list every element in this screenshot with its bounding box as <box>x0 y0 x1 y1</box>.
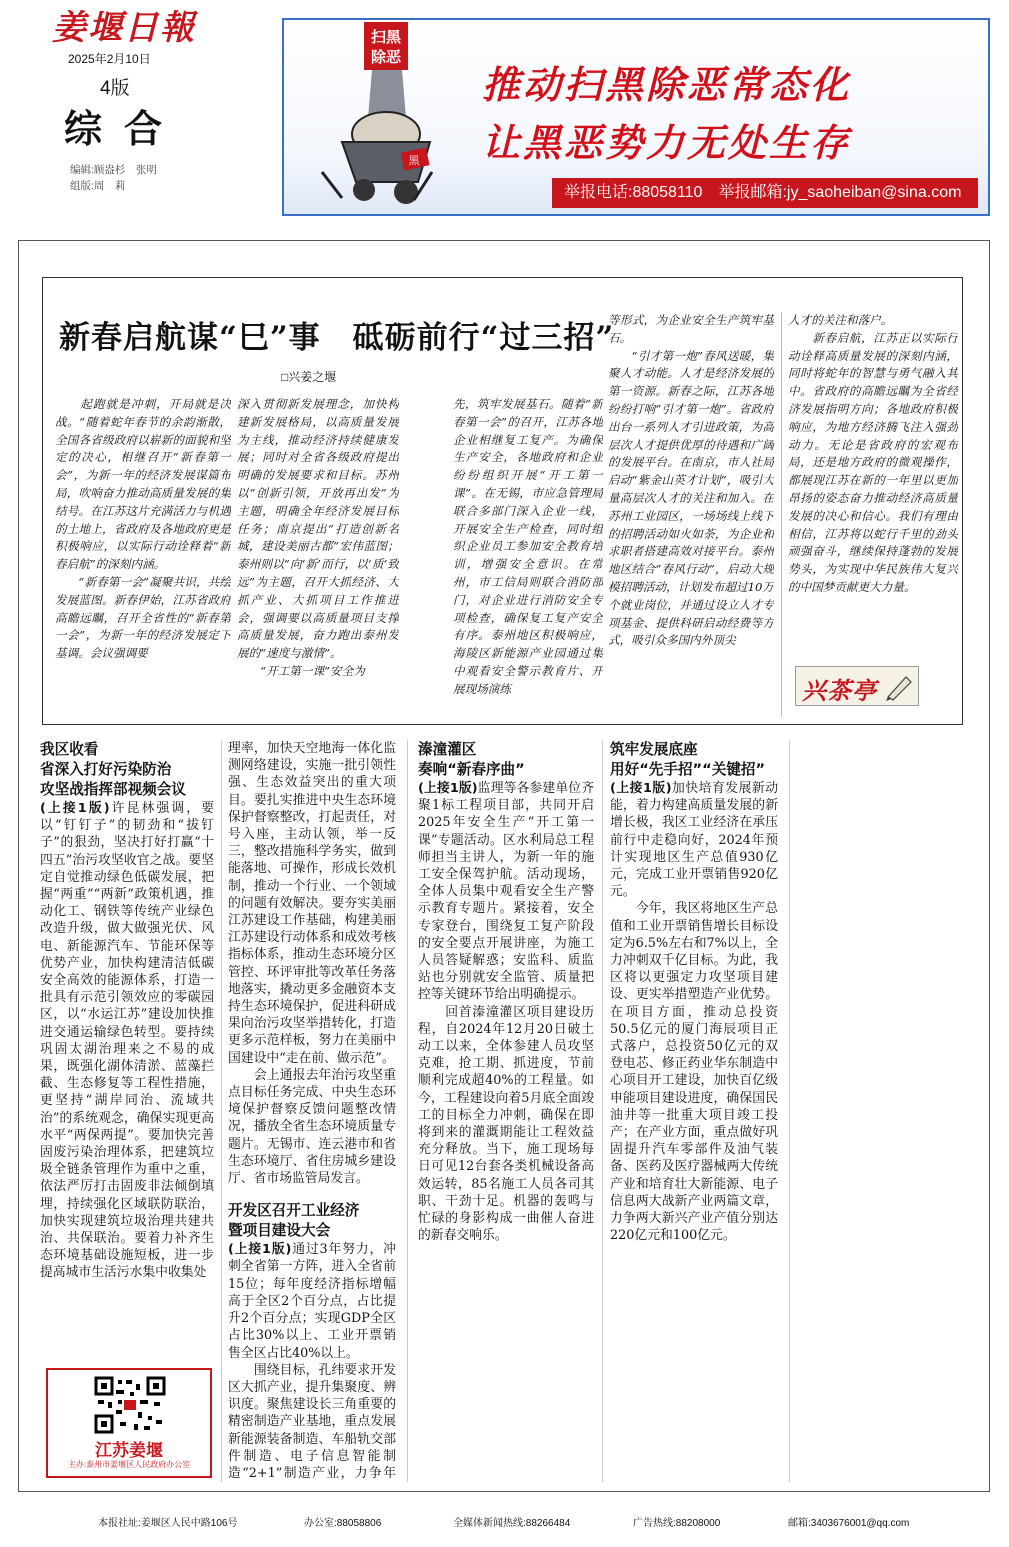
article-headline: 开发区召开工业经济 暨项目建设大会 <box>228 1202 360 1240</box>
article-text: 许昆林强调，要以“钉钉子”的韧劲和“拔钉子”的狠劲，坚决打好打赢“十四五”治污攻坚收官之战。要坚定自觉推动绿色低碳发展，把握“两重”“两新”政策机遇，推动化工、钢铁等传统产业绿色改造升级，做大做强光伏、风电、新能源汽车、节能环保等优势产业，加快构建清洁低碳安全高效的能源体系，打造一批具有示范引领效应的零碳园区，以“水运江苏”建设加快推进交通运输绿色转型。要持续巩固太湖治理来之不易的成果，既强化湖体清淤、蓝藻拦截、生态修复等工程性措施，更坚持“湖岸同治、流域共治”的系统观念，确保实现更高水平“两保两提”。要加快完善固废污染治理体系，把建筑垃圾全链条管理作为重中之重，依法严厉打击固废非法倾倒填埋，持续强化区域联防联治，加快实现建筑垃圾治理共建共治、共保联治。要着力补齐生态环境基础设施短板，进一步提高城市生活污水集中收集处 <box>40 801 214 1281</box>
news-column <box>610 740 778 1482</box>
article-body <box>228 1241 396 1482</box>
column-logo-text: 兴茶亭 <box>802 676 877 705</box>
continued-from-label: (上接1版) <box>610 781 672 796</box>
layout-line: 组版:周 莉 <box>70 180 126 192</box>
news-column <box>228 740 396 1482</box>
badge-text-top: 扫黑 <box>370 28 402 46</box>
footer-email: 邮箱:3403676001@qq.com <box>788 1518 910 1529</box>
footer-address: 本报社址:姜堰区人民中路106号 <box>98 1518 238 1529</box>
article-text: 理率，加快天空地海一体化监测网络建设，实施一批引领性强、生态效益突出的重大项目。要扎实推进中央生态环境保护督察整改，打起责任，对号入座，主动认领，举一反三，整改措施科学务实，做到能落地、可操作，形成长效机制，推动一个行业、一个领域的问题有效解决。要夯实美丽江苏建设工作基础，构建美丽江苏建设行动体系和成效考核指标体系，推动生态环境分区管控、环评审批等改革任务落地落实，撬动更多金融资本支持生态环境保护，促进科研成果向治污攻坚举措转化，打造更多示范样板，努力在美丽中国建设中“走在前、做示范”。 会上通报去年治污攻坚重点目标任务完成、中央生态环境保护督察反馈问题整改情况，播放全省生态环境质量专题片。无锡市、连云港市和省生态环境厅、省住房城乡建设厅、省市场监管局发言。 <box>228 741 396 1187</box>
article-headline: 筑牢发展底座 用好“先手招”“关键招” <box>610 741 766 778</box>
edition-number: 4版 <box>100 78 130 99</box>
news-column <box>40 740 214 1358</box>
column-divider <box>602 740 603 1482</box>
wechat-qr-box <box>46 1368 212 1478</box>
banner-slogan-2: 让黑恶势力无处生存 <box>482 120 852 165</box>
column-logo <box>795 666 919 706</box>
footer-hotline: 全媒体新闻热线:88266484 <box>453 1518 571 1529</box>
footer-ad-line: 广告热线:88208000 <box>633 1518 721 1529</box>
article-body <box>418 780 594 1244</box>
lead-article <box>42 277 963 725</box>
report-contact: 举报电话:88058110 举报邮箱:jy_saoheiban@sina.com <box>552 178 978 208</box>
lead-column: 先，筑牢发展基石。随着“新春第一会”的召开，江苏各地企业相继复工复产。为确保生产安全，各地政府和企业纷纷组织开展“开工第一课”。在无锡，市应急管理局联合多部门深入企业一线，开展安全生产检查，同时组织企业员工参加安全教育培训，增强安全意识。在常州，市工信局则联合消防部门，对企业进行消防安全专项检查，确保复工复产安全有序。泰州地区积极响应，海陵区新能源产业园通过集中观看安全警示教育片、开展现场演练 <box>453 397 603 696</box>
black-label: 黑 <box>408 154 420 167</box>
lead-column: 起跑就是冲刺，开局就是决战。“随着蛇年春节的余韵渐散，全国各省级政府以崭新的面貌和坚定的决心，相继召开“新春第一会”，为新一年的经济发展谋篇布局，吹响奋力推动高质量发展的集结号。在江苏这片充满活力与机遇的土地上，省政府及各地政府更是积极响应，以实际行动诠释着“新春启航”的深刻内涵。 “新春第一会”凝聚共识，共绘发展蓝图。新春伊始，江苏省政府高瞻远瞩，召开全省性的“新春第一会”，为新一年的经济发展定下基调。会议强调要 <box>55 397 231 661</box>
masthead-block <box>30 8 270 194</box>
article-headline: 溱潼灌区 奏响“新春序曲” <box>418 741 525 778</box>
qr-title: 江苏姜堰 <box>95 1441 163 1461</box>
pen-icon <box>884 673 914 701</box>
news-column <box>418 740 594 1482</box>
page-footer <box>0 1506 1009 1530</box>
column-divider <box>407 740 408 1482</box>
section-title: 综合 <box>64 106 185 151</box>
article-body <box>610 780 778 1244</box>
article-text: 监理等各参建单位齐聚1标工程项目部，共同开启2025年安全生产“开工第一课”专题活动。区水利局总工程师担当主讲人，为新一年的施工安全保驾护航。活动现场，全体人员集中观看安全生产警示教育专题片。紧接着，安全专家登台，围绕复工复产阶段的安全要点开展讲座，为施工人员答疑解惑；安监科、质监站也分别就安全监管、质量把控等关键环节给出明确提示。 回首溱潼灌区项目建设历程，自2024年12月20日破土动工以来，全体参建人员攻坚克难，抢工期、抓进度，节前顺利完成超40%的工程量。如今，工程建设向着5月底全面竣工的目标全力冲刺，确保在即将到来的灌溉期能让工程效益充分释放。当下，施工现场每日可见12台套各类机械设备高效运转，85名施工人员各司其职、干劲十足。机器的轰鸣与忙碌的身影构成一曲催人奋进的新春交响乐。 <box>418 781 594 1244</box>
issue-date: 2025年2月10日 <box>68 52 151 66</box>
banner-slogan-1: 推动扫黑除恶常态化 <box>482 62 852 107</box>
column-divider <box>221 740 222 1482</box>
continued-from-label: (上接1版) <box>228 1242 292 1258</box>
lead-headline: 新春启航谋“巳”事 砥砺前行“过三招” <box>59 320 615 356</box>
footer-office: 办公室:88058806 <box>304 1518 382 1529</box>
staff-credits <box>30 162 270 194</box>
qr-code-icon <box>94 1376 166 1434</box>
lead-column: 深入贯彻新发展理念，加快构建新发展格局，以高质量发展为主线，推动经济持续健康发展；同时对全省各级政府提出明确的发展要求和目标。苏州以“创新引领，开放再出发”为主题，明确全年经济发展目标任务；南京提出“打造创新名城，建设美丽古都”宏伟蓝图；泰州则以“向‘新’而行，以‘质’致远”为主题，召开大抓经济、大抓产业、大抓项目工作推进会，强调要以高质量项目支撑高质量发展，奋力跑出泰州发展的“速度与激情”。 “开工第一课”安全为 <box>237 397 399 678</box>
article-text: 通过3年努力，冲刺全省第一方阵，进入全省前15位；每年度经济指标增幅高于全区2个百分点，占比提升2个百分点；实现GDP全区占比30%以上、工业开票销售全区占比40%以上。 围绕目标，孔纬要求开发区大抓产业，提升集聚度、辨识度。聚焦建设长三角重要的精密制造产业基地，重点发展新能源装备制造、车船轨交部件制造、电子信息智能制造“2+1”制造产业，力争年 <box>228 1242 396 1481</box>
column-divider <box>789 740 790 1482</box>
badge-text-bottom: 除恶 <box>370 48 402 66</box>
qr-subtitle: 主办:泰州市姜堰区人民政府办公室 <box>67 1460 191 1469</box>
anti-crime-banner <box>282 18 990 216</box>
article-headline: 我区收看 省深入打好污染防治 攻坚战指挥部视频会议 <box>40 741 186 798</box>
news-column <box>800 740 968 1482</box>
article-body <box>40 800 214 1282</box>
column-divider <box>781 312 782 717</box>
lead-column: 人才的关注和落户。 新春启航，江苏正以实际行动诠释高质量发展的深刻内涵，同时将蛇年的智慧与勇气融入其中。省政府的高瞻远瞩为全省经济发展指明方向；各地政府积极响应，为地方经济腾飞注入强劲动力。无论是省政府的宏观布局，还是地方政府的微观操作，都展现江苏在新的一年里以更加昂扬的姿态奋力推动经济高质量发展的决心和信心。我们有理由相信，江苏将以蛇行千里的劲头顽强奋斗，继续保持蓬勃的发展势头，为实现中华民族伟大复兴的中国梦贡献更大力量。 <box>788 313 958 594</box>
newspaper-masthead: 姜堰日報 <box>52 8 196 48</box>
lead-byline: □兴姜之堰 <box>281 370 337 384</box>
continued-from-label: (上接1版) <box>418 781 478 796</box>
lead-column: 等形式，为企业安全生产筑牢基石。 “引才第一炮”春风送暖，集聚人才动能。人才是经济发展的第一资源。新春之际，江苏各地纷纷打响“引才第一炮”。省政府出台一系列人才引进政策，为高层次人才提供优厚的待遇和广阔的发展平台。在南京，市人社局启动“紫金山英才计划”，吸引大量高层次人才的关注和加入。在苏州工业园区，一场场线上线下的招聘活动如火如荼，为企业和求职者搭建高效对接平台。泰州地区结合“春风行动”，启动大规模招聘活动，计划发布超过10万个就业岗位，并通过设立人才专项基金、提供科研启动经费等方式，吸引众多国内外顶尖 <box>608 313 774 648</box>
banner-illustration <box>302 22 452 214</box>
editor-line: 编辑:顾盎杉 张明 <box>70 164 157 176</box>
article-text: 加快培育发展新动能，着力构建高质量发展的新增长极，我区工业经济在承压前行中走稳向好，2024年预计实现地区生产总值930亿元，完成工业开票销售920亿元。 今年，我区将地区生产总值和工业开票销售增长目标设定为6.5%左右和7%以上，全力冲刺双千亿目标。为此，我区将以更强定力攻坚项目建设、更实举措塑造产业优势。在项目方面，推动总投资50.5亿元的厦门海辰项目正式落户，总投资50亿元的双登电芯、修正药业华东制造中心项目开工建设，加快百亿级申能项目建设进度，确保国民油井等一批重大项目竣工投产；在产业方面，重点做好巩固提升汽车零部件及油气装备、医药及医疗器械两大传统产业和培育壮大新能源、电子信息两大战新产业两篇文章，力争两大新兴产业产值分别达220亿元和100亿元。 <box>610 781 778 1244</box>
continued-from-label: (上接1版) <box>40 801 110 816</box>
